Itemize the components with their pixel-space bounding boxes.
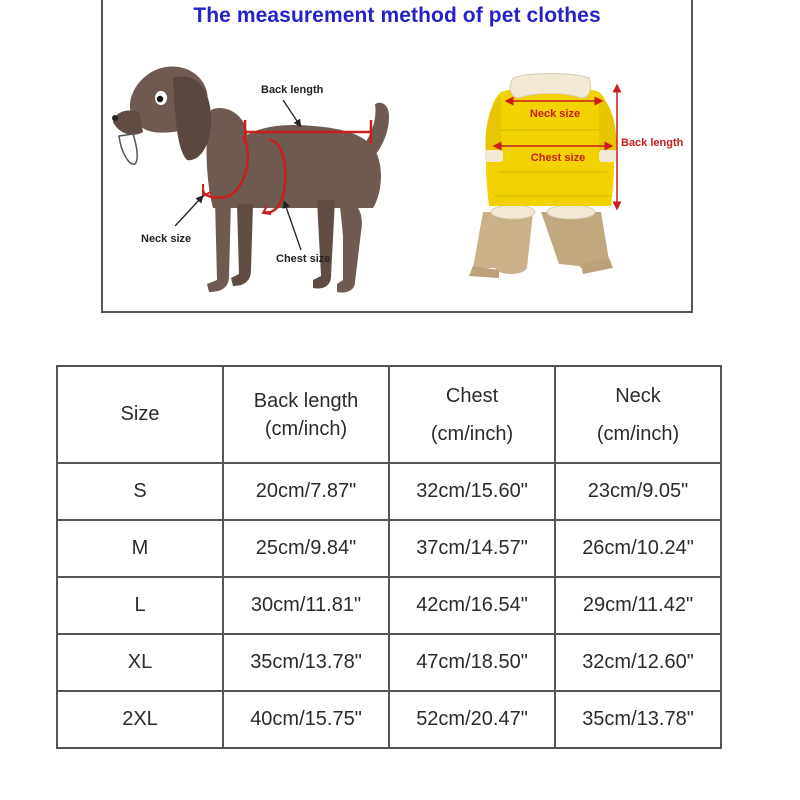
header-back-length-label: Back length bbox=[253, 389, 359, 412]
cell-chest: 37cm/14.57" bbox=[389, 520, 555, 577]
table-row bbox=[57, 691, 721, 748]
header-neck-unit: (cm/inch) bbox=[596, 422, 680, 445]
back-length-label: Back length bbox=[261, 84, 324, 96]
cell-neck: 23cm/9.05" bbox=[555, 463, 721, 520]
header-size: Size bbox=[57, 366, 223, 463]
back-length-pointer bbox=[283, 100, 299, 124]
cell-size: S bbox=[57, 463, 223, 520]
header-chest-label: Chest bbox=[445, 384, 499, 407]
header-neck bbox=[555, 366, 721, 463]
cell-back-length: 25cm/9.84" bbox=[223, 520, 389, 577]
table-header-row bbox=[57, 366, 721, 463]
header-neck-label: Neck bbox=[615, 384, 661, 407]
cell-back-length: 40cm/15.75" bbox=[223, 691, 389, 748]
jacket-chest-size-label: Chest size bbox=[530, 152, 586, 164]
cell-neck: 26cm/10.24" bbox=[555, 520, 721, 577]
table-row bbox=[57, 577, 721, 634]
header-chest bbox=[389, 366, 555, 463]
table-row bbox=[57, 463, 721, 520]
pet-clothes-illustration bbox=[469, 74, 617, 279]
measurement-illustration bbox=[103, 0, 695, 313]
header-back-length-unit: (cm/inch) bbox=[264, 417, 348, 440]
cell-back-length: 35cm/13.78" bbox=[223, 634, 389, 691]
cell-size: M bbox=[57, 520, 223, 577]
cell-neck: 32cm/12.60" bbox=[555, 634, 721, 691]
jacket-back-length-label: Back length bbox=[621, 137, 684, 149]
cell-size: L bbox=[57, 577, 223, 634]
header-back-length bbox=[223, 366, 389, 463]
cell-chest: 32cm/15.60" bbox=[389, 463, 555, 520]
size-chart-table bbox=[56, 365, 722, 749]
cell-chest: 42cm/16.54" bbox=[389, 577, 555, 634]
cell-back-length: 30cm/11.81" bbox=[223, 577, 389, 634]
cell-chest: 52cm/20.47" bbox=[389, 691, 555, 748]
jacket-neck-size-label: Neck size bbox=[529, 108, 581, 120]
cell-chest: 47cm/18.50" bbox=[389, 634, 555, 691]
cell-size: 2XL bbox=[57, 691, 223, 748]
chest-size-pointer bbox=[285, 204, 301, 250]
measurement-diagram-panel bbox=[101, 0, 693, 313]
cell-size: XL bbox=[57, 634, 223, 691]
header-chest-unit: (cm/inch) bbox=[430, 422, 514, 445]
cell-neck: 35cm/13.78" bbox=[555, 691, 721, 748]
table-row bbox=[57, 520, 721, 577]
neck-size-pointer bbox=[175, 198, 201, 226]
chest-size-label: Chest size bbox=[276, 253, 331, 265]
dog-illustration bbox=[112, 66, 389, 292]
table-row bbox=[57, 634, 721, 691]
diagram-title: The measurement method of pet clothes bbox=[193, 4, 601, 27]
neck-size-label: Neck size bbox=[141, 233, 192, 245]
cell-neck: 29cm/11.42" bbox=[555, 577, 721, 634]
cell-back-length: 20cm/7.87" bbox=[223, 463, 389, 520]
